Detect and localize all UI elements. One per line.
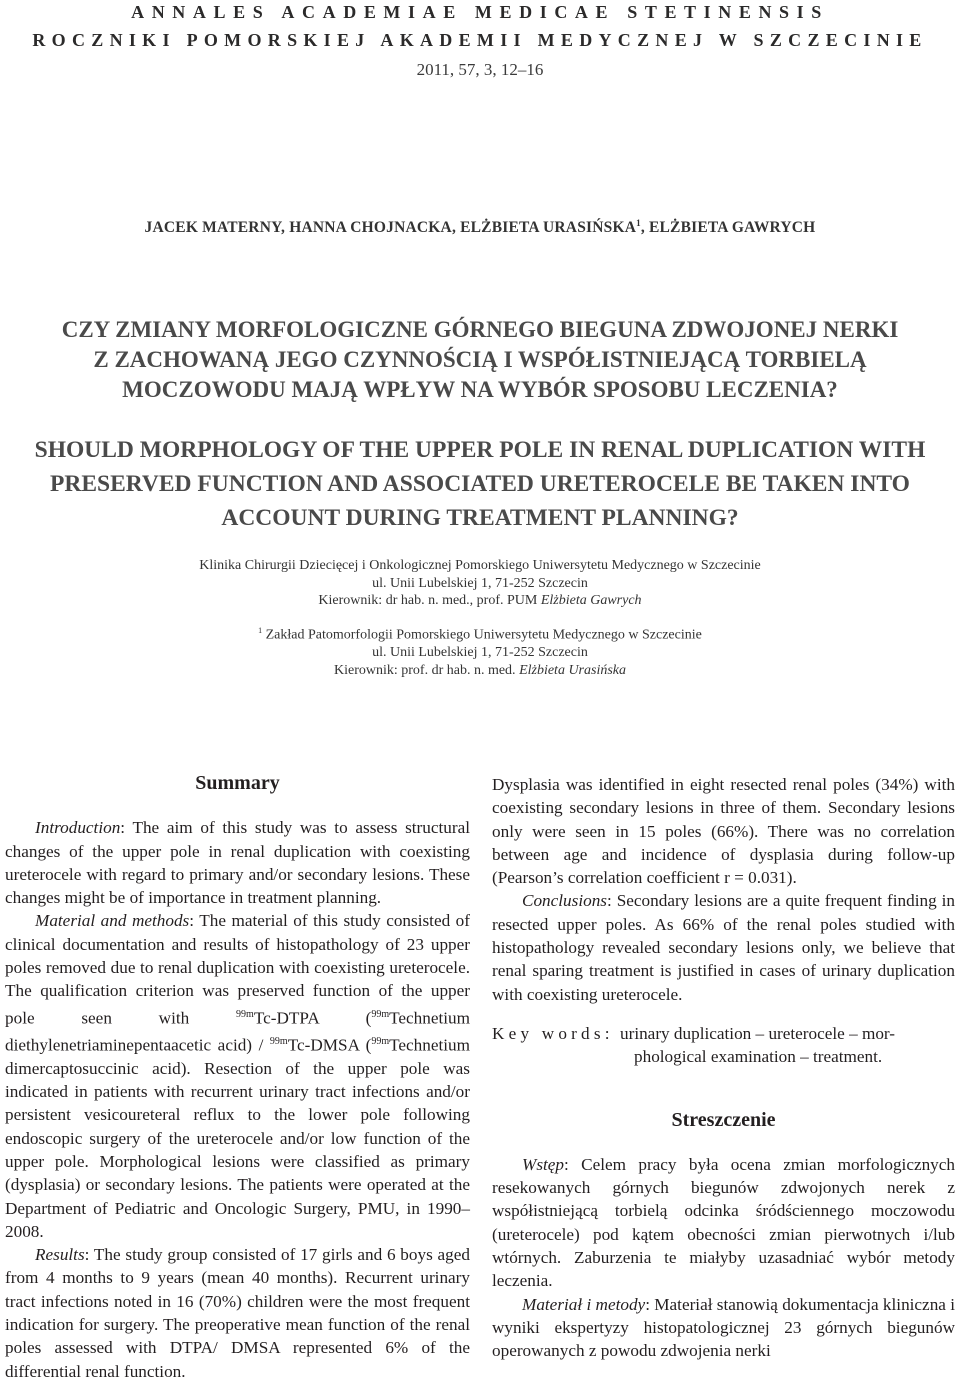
authors-part1: JACEK MATERNY, HANNA CHOJNACKA, ELŻBIETA URASIŃSKA [144, 219, 637, 237]
results-lead: Results [35, 1245, 85, 1265]
wstep-text: : Celem pracy była ocena zmian morfologicznych resekowanych górnych biegunów zdwojonych nerek z współistniejącą torbielą odcinka śródściennego moczowodu (ureterocele) pod kątem obecności zmian pierwotnych i/lub wtórnych. Zaburzenia te miałyby uzasadniać wybór metody leczenia. [492, 1154, 955, 1291]
title-en-line2: PRESERVED FUNCTION AND ASSOCIATED URETEROCELE BE TAKEN INTO [50, 471, 910, 497]
summary-results-continued: Dysplasia was identified in eight resected renal poles (34%) with coexisting secondary lesions in three of them. Secondary lesions only were seen in 15 poles (66%). There was no correlation between age and incidence of dysplasia during follow-up (Pearson’s correlation coefficient r = 0.031). [492, 775, 955, 888]
keywords-label: Key words: [492, 1023, 614, 1043]
affiliation-2 [0, 622, 960, 679]
aff2-head [0, 662, 960, 680]
aff1-head-name: Elżbieta Gawrych [540, 593, 642, 608]
methods-text-3: Technetium diethylenetriaminepentaacetic acid) / [5, 1008, 470, 1055]
journal-title-latin: ANNALES ACADEMIAE MEDICAE STETINENSIS [131, 2, 829, 22]
summary-methods [5, 909, 470, 1243]
authors-sup: 1 [636, 218, 641, 228]
aff1-line1: Klinika Chirurgii Dziecięcej i Onkologicznej Pomorskiego Uniwersytetu Medycznego w Szczecinie [199, 558, 761, 573]
isotope-sup-4: 99m [371, 1035, 390, 1047]
title-pl-line3: MOCZOWODU MAJĄ WPŁYW NA WYBÓR SPOSOBU LECZENIA? [122, 377, 838, 402]
methods-text-4: Tc-DMSA ( [287, 1035, 372, 1055]
isotope-sup-1: 99m [236, 1008, 254, 1020]
methods-lead: Material and methods [35, 911, 190, 931]
metody-text: : Materiał stanowią dokumentacja kliniczna i wyniki ekspertyzy histopatologicznej 23 górnych biegunów operowanych z powodu zdwojenia nerki [492, 1294, 955, 1361]
right-column [492, 773, 955, 1363]
keywords [492, 1022, 955, 1069]
aff1-head-prefix: Kierownik: dr hab. n. med., prof. PUM [318, 593, 541, 608]
aff2-line1-wrap [0, 622, 960, 644]
title-pl-line1: CZY ZMIANY MORFOLOGICZNE GÓRNEGO BIEGUNA ZDWOJONEJ NERKI [61, 317, 899, 342]
keywords-text [618, 1022, 955, 1069]
methods-text-5: Technetium dimercaptosuccinic acid). Resection of the upper pole was indicated in patients with recurrent urinary tract infections and/or persistent vesicoureteral reflux to the lower pole following endoscopic surgery of the ureterocele and/or low function of the upper pole. Morphological lesions were classified as primary (dysplasia) or secondary lesions. The patients were operated at the Department of Pediatric and Oncologic Surgery, PMU, in 1990–2008. [5, 1035, 470, 1241]
affiliation-1 [0, 557, 960, 610]
keywords-line1: urinary duplication – ureterocele – mor- [620, 1023, 896, 1043]
wstep-lead: Wstęp [522, 1154, 565, 1174]
isotope-sup-3: 99m [269, 1035, 288, 1047]
metody-lead: Materiał i metody [522, 1294, 646, 1314]
isotope-sup-2: 99m [371, 1008, 390, 1020]
streszczenie-wstep [492, 1153, 955, 1293]
title-en-line3: ACCOUNT DURING TREATMENT PLANNING? [221, 505, 739, 531]
summary-conclusions [492, 889, 955, 1005]
streszczenie-heading: Streszczenie [671, 1108, 776, 1131]
title-pl-line2: Z ZACHOWANĄ JEGO CZYNNOŚCIĄ I WSPÓŁISTNIEJĄCĄ TORBIELĄ [93, 347, 867, 372]
methods-text-2: Tc-DTPA ( [253, 1008, 372, 1028]
aff2-head-prefix: Kierownik: prof. dr hab. n. med. [333, 662, 520, 678]
title-en-line1: SHOULD MORPHOLOGY OF THE UPPER POLE IN RENAL DUPLICATION WITH [34, 437, 926, 463]
aff1-head [0, 592, 960, 610]
aff2-head-name: Elżbieta Urasińska [519, 662, 627, 678]
citation: 2011, 57, 3, 12–16 [416, 60, 544, 79]
summary-heading: Summary [195, 772, 280, 794]
authors [0, 218, 960, 237]
keywords-line2: phological examination – treatment. [634, 1047, 883, 1067]
authors-part2: , ELŻBIETA GAWRYCH [640, 219, 816, 237]
aff2-sup: 1 [258, 626, 263, 635]
aff1-line2: ul. Unii Lubelskiej 1, 71-252 Szczecin [372, 575, 588, 591]
summary-introduction [5, 816, 470, 909]
conclusions-lead: Conclusions [522, 891, 607, 911]
conclusions-text: : Secondary lesions are a quite frequent finding in resected upper poles. As 66% of the renal poles studied with histopathology revealed secondary lesions only, we believe that renal sparing treatment is justified in cases of urinary duplication with coexisting ureterocele. [492, 891, 955, 1004]
title-polish [0, 315, 960, 405]
streszczenie-metody [492, 1293, 955, 1363]
results-text: : The study group consisted of 17 girls and 6 boys aged from 4 months to 9 years (mean 40 months). Recurrent urinary tract infections noted in 16 (70%) children were the most frequent indication for surgery. The preoperative mean function of the renal poles assessed with DTPA/ DMSA represented 6% of the differential renal function. [5, 1245, 470, 1381]
summary-results [5, 1243, 470, 1383]
aff2-line2: ul. Unii Lubelskiej 1, 71-252 Szczecin [372, 645, 588, 661]
introduction-lead: Introduction [35, 818, 121, 838]
introduction-text: : The aim of this study was to assess structural changes of the upper pole in renal duplication with coexisting ureterocele with regard to primary and/or secondary lesions. These changes might be of importance in treatment planning. [5, 818, 470, 908]
title-english [0, 433, 960, 535]
journal-title-polish: ROCZNIKI POMORSKIEJ AKADEMII MEDYCZNEJ W SZCZECINIE [32, 30, 928, 50]
aff2-line1: Zakład Patomorfologii Pomorskiego Uniwersytetu Medycznego w Szczecinie [262, 627, 702, 643]
methods-text-1: : The material of this study consisted of clinical documentation and results of histopathology of 23 upper poles removed due to renal duplication with coexisting ureterocele. The qualification criterion was preserved function of the upper pole seen with [5, 911, 471, 1028]
left-column [5, 770, 470, 1383]
